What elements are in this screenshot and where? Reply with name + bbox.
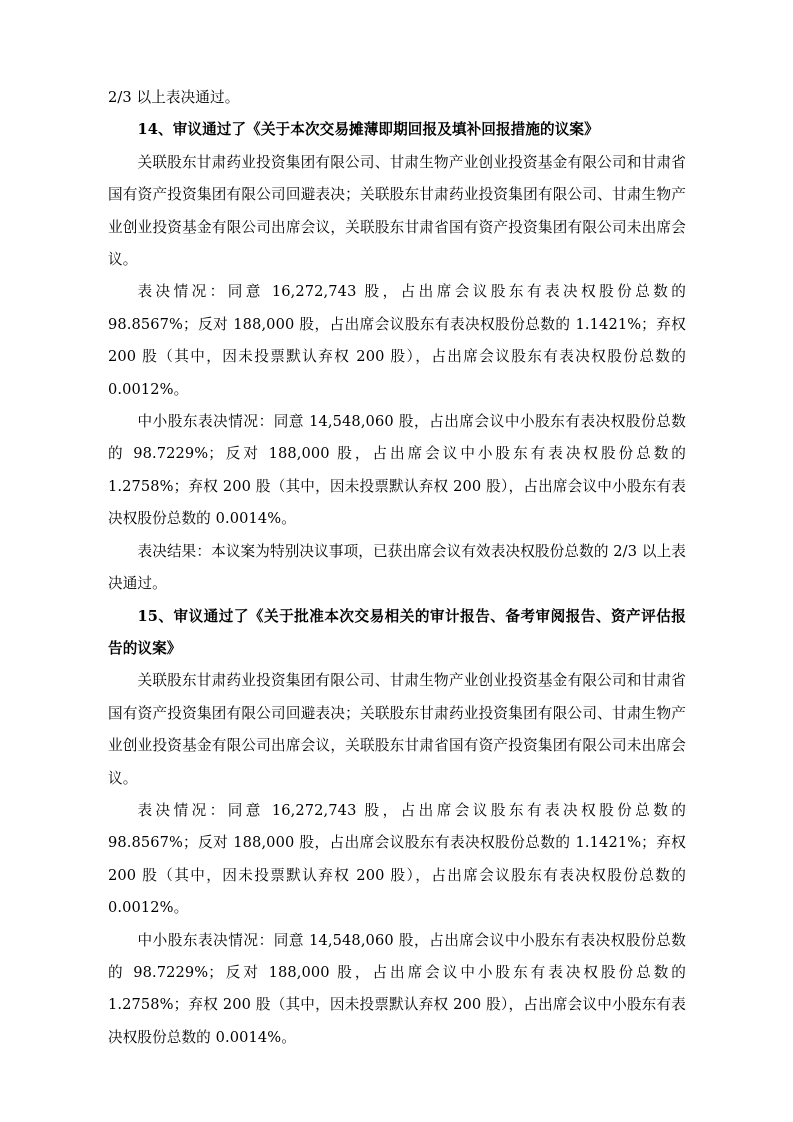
item-15-minority-voting: 中小股东表决情况：同意 14,548,060 股，占出席会议中小股东有表决权股份总数的 98.7229%；反对 188,000 股，占出席会议中小股东有表决权股份总数的 1.2758%；弃权 200 股（其中，因未投票默认弃权 200 股），占出席会议中小股东有表决权股份总数的 0.0014%。 bbox=[108, 931, 686, 1046]
carryover-line: 2/3 以上表决通过。 bbox=[108, 89, 240, 106]
item-15-voting: 表决情况：同意 16,272,743 股，占出席会议股东有表决权股份总数的 98.8567%；反对 188,000 股，占出席会议股东有表决权股份总数的 1.1421%；弃权 200 股（其中，因未投票默认弃权 200 股），占出席会议股东有表决权股份总数的 0.0012%。 bbox=[108, 801, 686, 917]
item-14-recusal: 关联股东甘肃药业投资集团有限公司、甘肃生物产业创业投资基金有限公司和甘肃省国有资产投资集团有限公司回避表决；关联股东甘肃药业投资集团有限公司、甘肃生物产业创业投资基金有限公司出席会议，关联股东甘肃省国有资产投资集团有限公司未出席会议。 bbox=[108, 153, 686, 269]
item-14-heading: 14、审议通过了《关于本次交易摊薄即期回报及填补回报措施的议案》 bbox=[137, 121, 599, 139]
item-14-result: 表决结果：本议案为特别决议事项，已获出席会议有效表决权股份总数的 2/3 以上表决通过。 bbox=[108, 542, 686, 593]
item-15-heading: 15、审议通过了《关于批准本次交易相关的审计报告、备考审阅报告、资产评估报告的议案》 bbox=[108, 607, 686, 657]
item-14-voting: 表决情况：同意 16,272,743 股，占出席会议股东有表决权股份总数的 98.8567%；反对 188,000 股，占出席会议股东有表决权股份总数的 1.1421%；弃权 200 股（其中，因未投票默认弃权 200 股），占出席会议股东有表决权股份总数的 0.0012%。 bbox=[108, 283, 686, 398]
item-14-minority-voting: 中小股东表决情况：同意 14,548,060 股，占出席会议中小股东有表决权股份总数的 98.7229%；反对 188,000 股，占出席会议中小股东有表决权股份总数的 1.2758%；弃权 200 股（其中，因未投票默认弃权 200 股），占出席会议中小股东有表决权股份总数的 0.0014%。 bbox=[108, 413, 686, 528]
page-body bbox=[108, 82, 686, 1054]
item-15-recusal: 关联股东甘肃药业投资集团有限公司、甘肃生物产业创业投资基金有限公司和甘肃省国有资产投资集团有限公司回避表决；关联股东甘肃药业投资集团有限公司、甘肃生物产业创业投资基金有限公司出席会议，关联股东甘肃省国有资产投资集团有限公司未出席会议。 bbox=[108, 672, 686, 787]
